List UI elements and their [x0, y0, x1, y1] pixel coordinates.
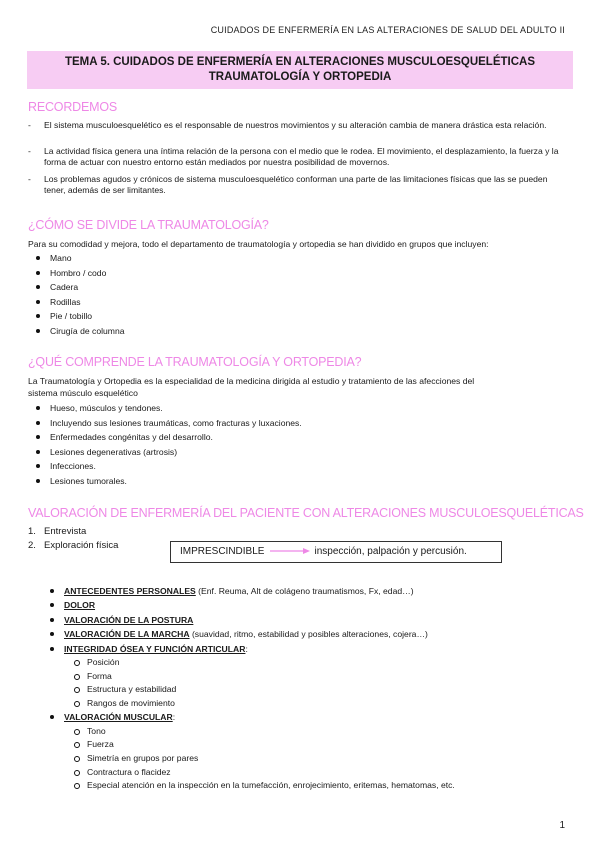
recordemos-item: - Los problemas agudos y crónicos de sistema musculoesquelético conforman una parte de las limitaciones físicas que las se pueden tener, además de ser limitantes. [28, 174, 548, 196]
list-item: Hombro / codo [34, 266, 125, 281]
list-item: Infecciones. [34, 459, 302, 474]
sublist-item: Simetría en grupos por pares [64, 752, 570, 766]
title-line-1: TEMA 5. CUIDADOS DE ENFERMERÍA EN ALTERACIONES MUSCULOESQUELÉTICAS [64, 56, 536, 68]
list-item: Cadera [34, 280, 125, 295]
list-item: Lesiones degenerativas (artrosis) [34, 445, 302, 460]
recordemos-item: - La actividad física genera una íntima relación de la persona con el medio que le rodea. El movimiento, el desplazamiento, la fuerza y la forma de actuar con nuestro entorno están mediados por nuestra posibilidad de movernos. [28, 146, 559, 168]
running-header: CUIDADOS DE ENFERMERÍA EN LAS ALTERACIONES DE SALUD DEL ADULTO II [210, 25, 565, 35]
title-line-2: TRAUMATOLOGÍA Y ORTOPEDIA [208, 71, 392, 83]
sublist-item: Especial atención en la inspección en la tumefacción, enrojecimiento, eritemas, hematomas, etc. [64, 779, 570, 793]
title-banner [27, 51, 573, 89]
list-item: Hueso, músculos y tendones. [34, 401, 302, 416]
list-item: VALORACIÓN DE LA MARCHA (suavidad, ritmo, estabilidad y posibles alteraciones, cojera…) [50, 627, 570, 641]
imprescindible-box [170, 541, 502, 563]
page-number: 1 [559, 820, 565, 831]
sublist-item: Estructura y estabilidad [64, 683, 570, 697]
list-item: ANTECEDENTES PERSONALES (Enf. Reuma, Alt de colágeno traumatismos, Fx, edad…) [50, 584, 570, 598]
section-heading-division: ¿CÓMO SE DIVIDE LA TRAUMATOLOGÍA? [28, 218, 269, 232]
sublist-item: Forma [64, 670, 570, 684]
valoracion-list [50, 584, 570, 793]
sublist-item: Rangos de movimiento [64, 697, 570, 711]
muscular-sublist [64, 725, 570, 793]
step-entrevista: 1. Entrevista [28, 526, 87, 537]
step-exploracion: 2. Exploración física [28, 540, 119, 551]
list-item: Incluyendo sus lesiones traumáticas, como fracturas y luxaciones. [34, 416, 302, 431]
list-item: Rodillas [34, 295, 125, 310]
imprescindible-label: IMPRESCINDIBLE [180, 546, 265, 557]
list-item: Lesiones tumorales. [34, 474, 302, 489]
list-item: Pie / tobillo [34, 309, 125, 324]
division-intro: Para su comodidad y mejora, todo el departamento de traumatología y ortopedia se han dividido en grupos que incluyen: [28, 239, 489, 249]
arrow-right-icon [270, 546, 310, 556]
integridad-sublist [64, 656, 570, 710]
list-item: VALORACIÓN MUSCULAR: Tono Fuerza Simetría en grupos por pares Contractura o flacidez Especial atención en la inspección en la tumefacción, enrojecimiento, eritemas, hematomas, etc. [50, 710, 570, 792]
list-item: VALORACIÓN DE LA POSTURA [50, 613, 570, 627]
list-item: INTEGRIDAD ÓSEA Y FUNCIÓN ARTICULAR: Posición Forma Estructura y estabilidad Rangos de movimiento [50, 642, 570, 711]
sublist-item: Posición [64, 656, 570, 670]
list-item: Cirugía de columna [34, 324, 125, 339]
section-heading-recordemos: RECORDEMOS [28, 100, 117, 114]
sublist-item: Contractura o flacidez [64, 766, 570, 780]
list-item: DOLOR [50, 598, 570, 612]
division-list [34, 251, 125, 339]
section-heading-valoracion: VALORACIÓN DE ENFERMERÍA DEL PACIENTE CON ALTERACIONES MUSCULOESQUELÉTICAS [28, 506, 584, 520]
sublist-item: Fuerza [64, 738, 570, 752]
recordemos-item: - El sistema musculoesquelético es el responsable de nuestros movimientos y su alteración cambia de manera drástica esta relación. [28, 120, 547, 130]
comprende-list [34, 401, 302, 489]
list-item: Enfermedades congénitas y del desarrollo. [34, 430, 302, 445]
comprende-intro: La Traumatología y Ortopedia es la especialidad de la medicina dirigida al estudio y tratamiento de las afecciones del [28, 376, 475, 386]
sublist-item: Tono [64, 725, 570, 739]
imprescindible-detail: inspección, palpación y percusión. [314, 546, 467, 557]
section-heading-comprende: ¿QUÉ COMPRENDE LA TRAUMATOLOGÍA Y ORTOPEDIA? [28, 355, 362, 369]
comprende-intro-cont: sistema músculo esquelético [28, 388, 138, 398]
list-item: Mano [34, 251, 125, 266]
